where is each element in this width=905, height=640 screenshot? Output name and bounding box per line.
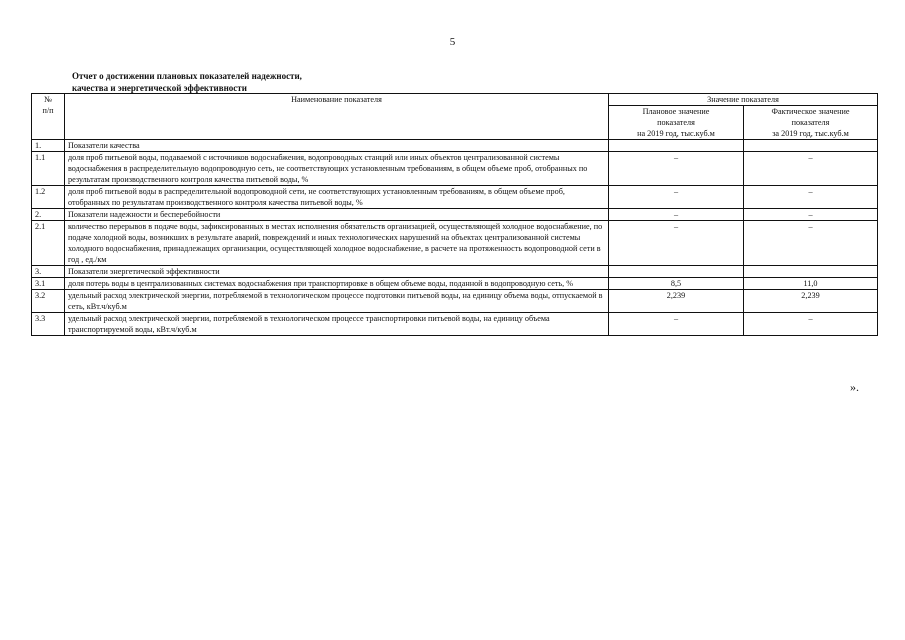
table-row: [32, 152, 878, 186]
row-number: 1.2: [32, 186, 65, 209]
row-actual-value: 11,0: [744, 278, 878, 290]
closing-quote-mark: ».: [850, 380, 859, 394]
row-actual-value: –: [744, 209, 878, 221]
row-planned-value: [609, 266, 744, 278]
row-number: 1.: [32, 140, 65, 152]
row-planned-value: –: [609, 313, 744, 336]
report-title-line-2: качества и энергетической эффективности: [72, 83, 247, 93]
row-number: 3.: [32, 266, 65, 278]
page-number: 5: [449, 36, 456, 48]
table-row: [32, 290, 878, 313]
row-indicator-name: удельный расход электрической энергии, потребляемой в технологическом процессе подготовки питьевой воды, на единицу объема воды, отпускаемой в сеть, кВт.ч/куб.м: [65, 290, 609, 313]
table-row: [32, 313, 878, 336]
row-number: 1.1: [32, 152, 65, 186]
table-row: [32, 186, 878, 209]
report-title-line-1: Отчет о достижении плановых показателей надежности,: [72, 71, 302, 81]
row-number: 2.1: [32, 221, 65, 266]
row-indicator-name: количество перерывов в подаче воды, зафиксированных в местах исполнения обязательств организацией, осуществляющей холодное водоснабжение, по подаче холодной воды, возникших в результате аварий, повреждений и иных технологических нарушений на объектах централизованной системы холодного водоснабжения, принадлежащих организации, осуществляющей холодное водоснабжение, в расчете на протяженность водопроводной сети в год , ед./км: [65, 221, 609, 266]
table-row: [32, 266, 878, 278]
row-indicator-name: Показатели качества: [65, 140, 609, 152]
row-indicator-name: доля проб питьевой воды в распределительной водопроводной сети, не соответствующих установленным требованиям, в общем объеме проб, отобранных по результатам производственного контроля качества питьевой воды, %: [65, 186, 609, 209]
row-planned-value: –: [609, 209, 744, 221]
table-header-row: [32, 94, 878, 106]
row-indicator-name: Показатели надежности и бесперебойности: [65, 209, 609, 221]
row-planned-value: –: [609, 152, 744, 186]
row-number: 3.3: [32, 313, 65, 336]
row-actual-value: 2,239: [744, 290, 878, 313]
row-number: 3.2: [32, 290, 65, 313]
table-row: [32, 278, 878, 290]
table-body: [32, 140, 878, 336]
row-actual-value: –: [744, 221, 878, 266]
row-actual-value: [744, 266, 878, 278]
row-actual-value: –: [744, 313, 878, 336]
header-indicator-name: Наименование показателя: [65, 94, 609, 140]
table-row: [32, 221, 878, 266]
row-indicator-name: доля потерь воды в централизованных системах водоснабжения при транспортировке в общем объеме воды, поданной в водопроводную сеть, %: [65, 278, 609, 290]
row-indicator-name: удельный расход электрической энергии, потребляемой в технологическом процессе транспортировки питьевой воды, на единицу объема транспортируемой воды, кВт.ч/куб.м: [65, 313, 609, 336]
row-number: 2.: [32, 209, 65, 221]
row-number: 3.1: [32, 278, 65, 290]
row-actual-value: –: [744, 152, 878, 186]
row-planned-value: –: [609, 186, 744, 209]
row-actual-value: –: [744, 186, 878, 209]
row-planned-value: –: [609, 221, 744, 266]
header-actual-value: Фактическое значение показателя за 2019 год, тыс.куб.м: [744, 106, 878, 140]
indicators-table: [31, 93, 878, 336]
table-row: [32, 209, 878, 221]
header-planned-value: Плановое значение показателя на 2019 год, тыс.куб.м: [609, 106, 744, 140]
header-num: № п/п: [32, 94, 65, 140]
row-indicator-name: Показатели энергетической эффективности: [65, 266, 609, 278]
report-title: [72, 70, 302, 94]
row-planned-value: 8,5: [609, 278, 744, 290]
row-indicator-name: доля проб питьевой воды, подаваемой с источников водоснабжения, водопроводных станций или иных объектов централизованной системы водоснабжения в распределительную водопроводную сеть, не соответствующих установленным требованиям, в общем объеме проб, отобранных по результатам производственного контроля качества питьевой воды, %: [65, 152, 609, 186]
table-row: [32, 140, 878, 152]
row-planned-value: 2,239: [609, 290, 744, 313]
row-actual-value: [744, 140, 878, 152]
header-value-group: Значение показателя: [609, 94, 878, 106]
row-planned-value: [609, 140, 744, 152]
